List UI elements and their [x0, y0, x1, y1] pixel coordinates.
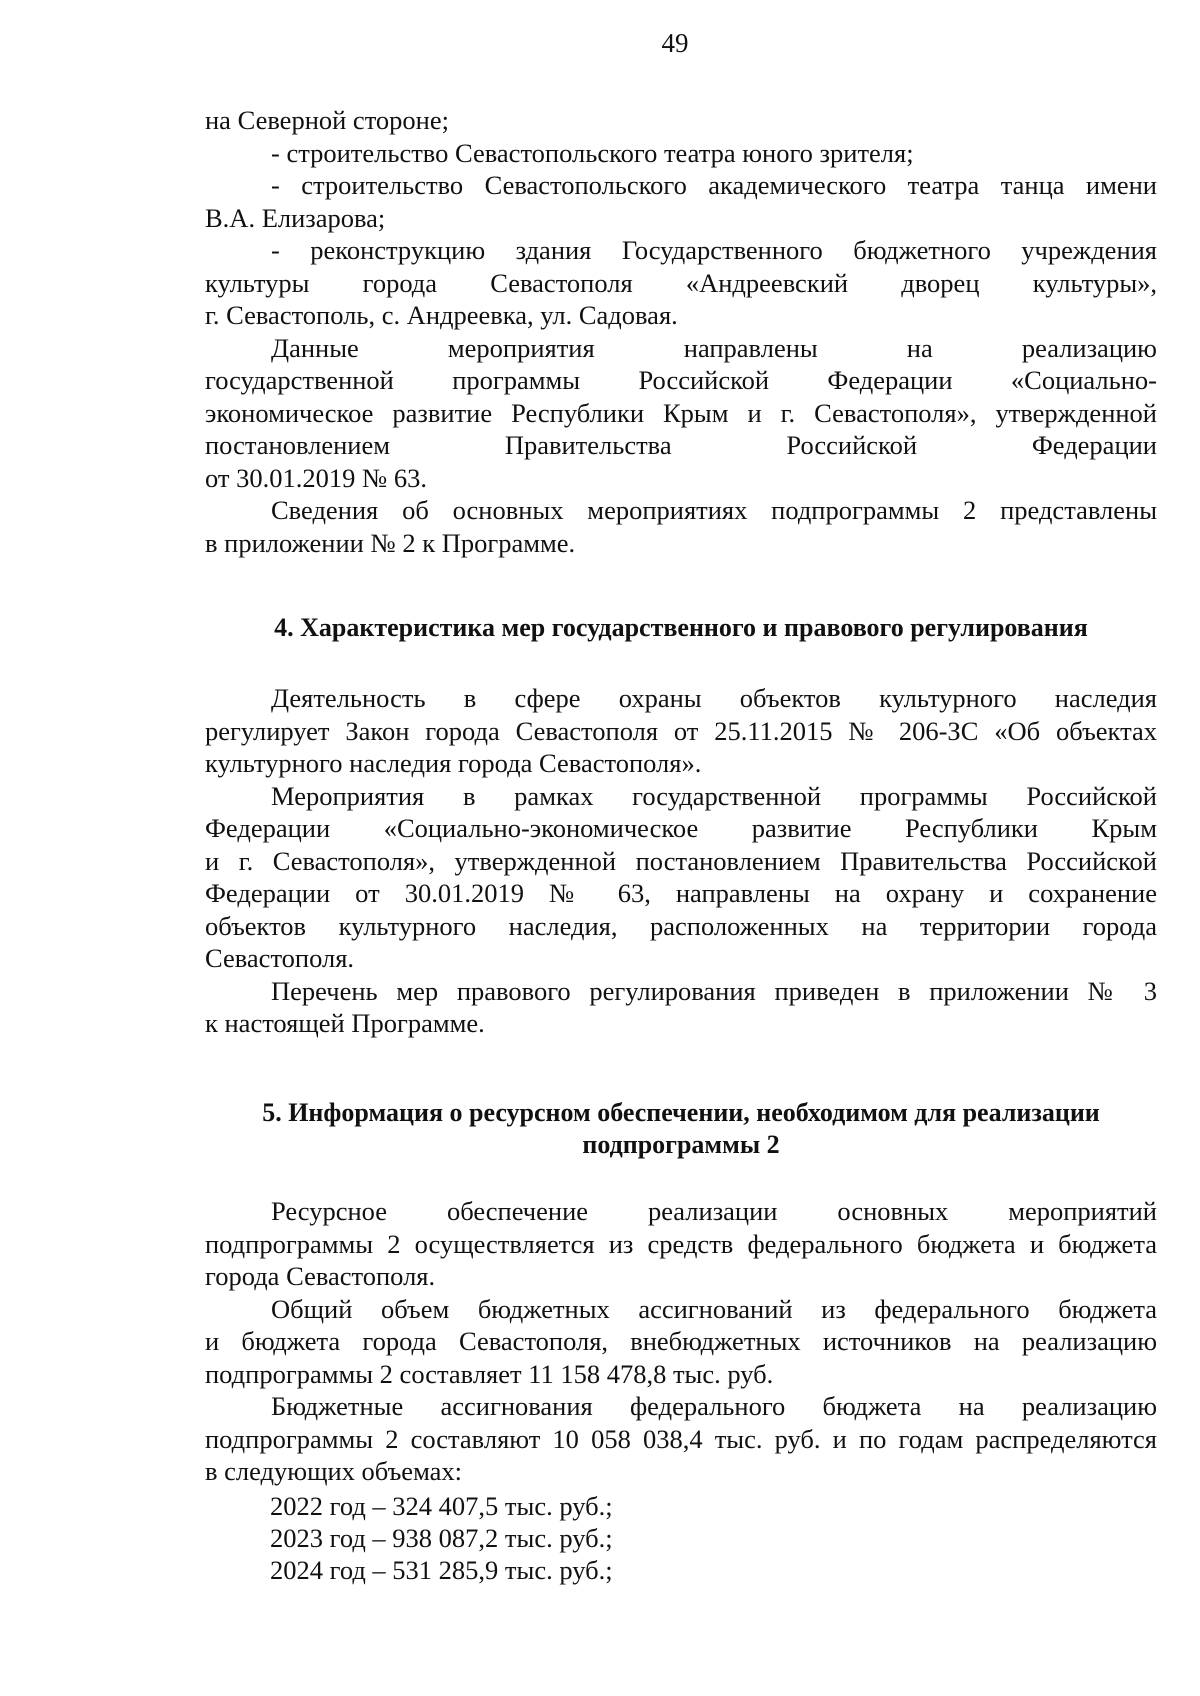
text-line: экономическое развитие Республики Крым и г. Севастополя», утвержденной	[205, 397, 1157, 428]
text-line: к настоящей Программе.	[205, 1008, 485, 1038]
heading-text-line-1: 5. Информация о ресурсном обеспечении, необходимом для реализации	[262, 1098, 1100, 1127]
paragraph-first-line: Сведения об основных мероприятиях подпрограммы 2 представлены	[271, 495, 1157, 525]
text-line: государственной программы Российской Федерации «Социально-	[205, 365, 1157, 395]
text-line: В.А. Елизарова;	[205, 202, 386, 233]
list-item: - строительство Севастопольского академического театра танца имени	[271, 170, 1157, 200]
list-item: - реконструкцию здания Государственного бюджетного учреждения	[271, 235, 1157, 265]
paragraph-first-line: Бюджетные ассигнования федерального бюджета на реализацию	[271, 1391, 1157, 1421]
paragraph-first-line: Общий объем бюджетных ассигнований из федерального бюджета	[271, 1293, 1157, 1324]
text-line: Севастополя.	[205, 943, 355, 973]
text-line: г. Севастополь, с. Андреевка, ул. Садовая.	[205, 300, 678, 330]
heading-text: 4. Характеристика мер государственного и правового регулирования	[274, 613, 1088, 642]
paragraph-first-line: Перечень мер правового регулирования приведен в приложении № 3	[271, 975, 1157, 1006]
section-4-text-block	[205, 682, 1157, 1040]
text-line: подпрограммы 2 составляет 11 158 478,8 тыс. руб.	[205, 1358, 774, 1389]
paragraph-first-line: Мероприятия в рамках государственной программы Российской	[271, 780, 1157, 811]
text-line: и бюджета города Севастополя, внебюджетных источников на реализацию	[205, 1326, 1157, 1356]
text-line: объектов культурного наследия, расположенных на территории города	[205, 910, 1157, 941]
paragraph-first-line: Ресурсное обеспечение реализации основных мероприятий	[271, 1196, 1157, 1226]
paragraph-first-line: Деятельность в сфере охраны объектов культурного наследия	[271, 683, 1157, 713]
paragraph-first-line: Данные мероприятия направлены на реализацию	[271, 332, 1157, 363]
list-item: - строительство Севастопольского театра юного зрителя;	[271, 137, 914, 168]
year-allocation-line: 2024 год – 531 285,9 тыс. руб.;	[270, 1555, 613, 1585]
page-number: 49	[661, 28, 689, 58]
text-line: в приложении № 2 к Программе.	[205, 527, 576, 558]
section-5-heading	[205, 1097, 1157, 1161]
text-line: Федерации от 30.01.2019 № 63, направлены на охрану и сохранение	[205, 878, 1157, 908]
text-line: культуры города Севастополя «Андреевский дворец культуры»,	[205, 267, 1157, 298]
text-line: подпрограммы 2 составляют 10 058 038,4 тыс. руб. и по годам распределяются	[205, 1423, 1157, 1454]
text-line: в следующих объемах:	[205, 1456, 463, 1486]
intro-text-block	[205, 104, 1157, 559]
text-line: от 30.01.2019 № 63.	[205, 462, 428, 493]
text-line: на Северной стороне;	[205, 105, 449, 135]
text-line: и г. Севастополя», утвержденной постановлением Правительства Российской	[205, 845, 1157, 876]
year-allocation-line: 2023 год – 938 087,2 тыс. руб.;	[270, 1523, 613, 1553]
year-allocation-line: 2022 год – 324 407,5 тыс. руб.;	[270, 1491, 613, 1521]
text-line: культурного наследия города Севастополя».	[205, 748, 702, 778]
heading-text-line-2: подпрограммы 2	[582, 1130, 780, 1159]
text-line: регулирует Закон города Севастополя от 25.11.2015 № 206-ЗС «Об объектах	[205, 715, 1157, 746]
section-4-heading	[205, 612, 1157, 644]
text-line: постановлением Правительства Российской Федерации	[205, 430, 1157, 460]
text-line: подпрограммы 2 осуществляется из средств федерального бюджета и бюджета	[205, 1228, 1157, 1259]
section-5-text-block	[205, 1195, 1157, 1488]
text-line: города Севастополя.	[205, 1261, 436, 1291]
text-line: Федерации «Социально-экономическое развитие Республики Крым	[205, 813, 1157, 843]
